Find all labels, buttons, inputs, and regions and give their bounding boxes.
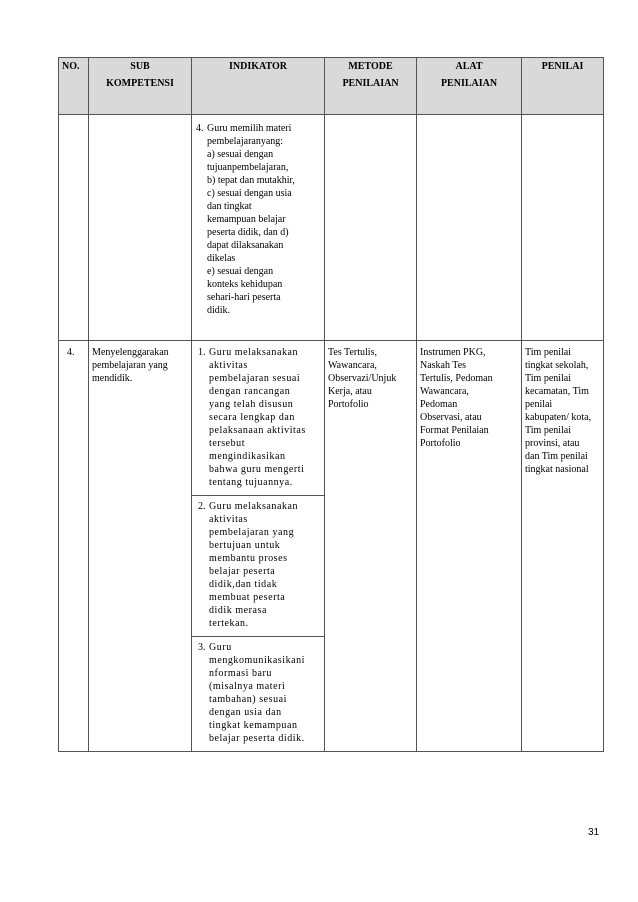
cell-metode-empty xyxy=(325,115,417,341)
text-line: tertekan. xyxy=(209,618,249,629)
header-indikator xyxy=(192,58,325,115)
text-line: KOMPETENSI xyxy=(106,78,174,89)
cell-alat-empty xyxy=(417,115,522,341)
cell-no: 4. xyxy=(59,341,89,752)
cell-alat xyxy=(417,341,522,752)
text-line: tingkat sekolah, xyxy=(525,360,589,371)
text-line: PENILAI xyxy=(541,61,584,72)
table-row xyxy=(59,341,604,752)
text-line: e) sesuai dengan xyxy=(207,266,274,277)
cell-indikator-continuation xyxy=(192,115,325,341)
header-sub-kompetensi xyxy=(89,58,192,115)
text-line: didik merasa xyxy=(209,605,267,616)
text-line: dapat dilaksanakan xyxy=(207,240,284,251)
cell-sub-kompetensi xyxy=(89,341,192,752)
text-line: nformasi baru xyxy=(209,668,272,679)
cell-indikator xyxy=(192,341,325,752)
indicator-text xyxy=(209,346,318,489)
cell-no-empty xyxy=(59,115,89,341)
page-number: 31 xyxy=(588,827,600,838)
text-line: Wawancara, xyxy=(328,360,377,371)
text-line: membantu proses xyxy=(209,553,288,564)
text-line: Wawancara, xyxy=(420,386,469,397)
text-line: Guru melaksanakan xyxy=(209,347,299,358)
text-line: belajar peserta xyxy=(209,566,276,577)
text-line: Tim penilai xyxy=(525,425,572,436)
text-line: didik,dan tidak xyxy=(209,579,278,590)
text-line: METODE xyxy=(348,61,393,72)
text-line: dan Tim penilai xyxy=(525,451,588,462)
text-line: Guru memilih materi xyxy=(207,123,292,134)
text-line: sehari-hari peserta xyxy=(207,292,281,303)
text-line: secara lengkap dan xyxy=(209,412,295,423)
text-line: Portofolio xyxy=(420,438,461,449)
indicator-item xyxy=(192,495,324,636)
text-line: mengkomunikasikani xyxy=(209,655,305,666)
text-line: provinsi, atau xyxy=(525,438,580,449)
text-line: dengan usia dan xyxy=(209,707,282,718)
table-row xyxy=(59,115,604,341)
text-line: membuat peserta xyxy=(209,592,286,603)
text-line: tentang tujuannya. xyxy=(209,477,293,488)
text-line: a) sesuai dengan xyxy=(207,149,274,160)
text-line: Menyelenggarakan xyxy=(92,347,169,358)
text-line: Kerja, atau xyxy=(328,386,372,397)
text-line: kemampuan belajar xyxy=(207,214,286,225)
text-line: (misalnya materi xyxy=(209,681,286,692)
text-line: Observazi/Unjuk xyxy=(328,373,397,384)
cell-penilai-empty xyxy=(522,115,604,341)
text-line: Pedoman xyxy=(420,399,458,410)
indicator-text xyxy=(207,122,321,317)
text-line: yang telah disusun xyxy=(209,399,294,410)
text-line: INDIKATOR xyxy=(229,61,287,72)
header-no xyxy=(59,58,89,115)
text-line: peserta didik, dan d) xyxy=(207,227,289,238)
text-line: pembelajaran yang xyxy=(92,360,168,371)
text-line: b) tepat dan mutakhir, xyxy=(207,175,295,186)
text-line: konteks kehidupan xyxy=(207,279,283,290)
header-alat-penilaian xyxy=(417,58,522,115)
text-line: ALAT xyxy=(455,61,483,72)
text-line: Portofolio xyxy=(328,399,369,410)
text-line: bahwa guru mengerti xyxy=(209,464,305,475)
text-line: Instrumen PKG, xyxy=(420,347,486,358)
text-line: tambahan) sesuai xyxy=(209,694,287,705)
text-line: tersebut xyxy=(209,438,246,449)
text-line: c) sesuai dengan usia xyxy=(207,188,292,199)
text-line: Format Penilaian xyxy=(420,425,489,436)
text-line: dan tingkat xyxy=(207,201,252,212)
text-line: PENILAIAN xyxy=(440,78,498,89)
indicator-number: 2. xyxy=(198,501,206,512)
header-metode-penilaian xyxy=(325,58,417,115)
indicator-item xyxy=(192,636,324,751)
text-line: NO. xyxy=(62,61,80,72)
text-line: penilai xyxy=(525,399,553,410)
indicator-number: 4. xyxy=(196,123,204,134)
text-line: pembelajaran sesuai xyxy=(209,373,301,384)
text-line: SUB xyxy=(130,61,150,72)
cell-sub-empty xyxy=(89,115,192,341)
text-line: dengan rancangan xyxy=(209,386,291,397)
text-line: Tes Tertulis, xyxy=(328,347,377,358)
text-line: tujuanpembelajaran, xyxy=(207,162,289,173)
text-line: bertujuan untuk xyxy=(209,540,281,551)
text-line: PENILAIAN xyxy=(342,78,399,89)
text-line: Tim penilai xyxy=(525,373,572,384)
text-line: Guru melaksanakan xyxy=(209,501,299,512)
text-line: pembelajaranyang: xyxy=(207,136,284,147)
text-line: Tim penilai xyxy=(525,347,572,358)
text-line: tingkat kemampuan xyxy=(209,720,298,731)
text-line: Naskah Tes xyxy=(420,360,467,371)
text-line: Guru xyxy=(209,642,232,653)
indicator-text xyxy=(209,500,318,630)
text-line: Observasi, atau xyxy=(420,412,482,423)
text-line: belajar peserta didik. xyxy=(209,733,305,744)
text-line: pembelajaran yang xyxy=(209,527,295,538)
text-line: mendidik. xyxy=(92,373,133,384)
text-line: Tertulis, Pedoman xyxy=(420,373,493,384)
text-line: didik. xyxy=(207,305,231,316)
assessment-table xyxy=(58,57,604,752)
header-penilai xyxy=(522,58,604,115)
cell-metode xyxy=(325,341,417,752)
indicator-text xyxy=(209,641,318,745)
header-row xyxy=(59,58,604,115)
text-line: kecamatan, Tim xyxy=(525,386,589,397)
cell-penilai xyxy=(522,341,604,752)
text-line: mengindikasikan xyxy=(209,451,286,462)
indicator-item xyxy=(192,341,324,495)
text-line: dikelas xyxy=(207,253,236,264)
text-line: aktivitas xyxy=(209,514,248,525)
indicator-number: 3. xyxy=(198,642,206,653)
text-line: kabupaten/ kota, xyxy=(525,412,592,423)
text-line: tingkat nasional xyxy=(525,464,589,475)
text-line: pelaksanaan aktivitas xyxy=(209,425,306,436)
indicator-number: 1. xyxy=(198,347,206,358)
text-line: aktivitas xyxy=(209,360,248,371)
